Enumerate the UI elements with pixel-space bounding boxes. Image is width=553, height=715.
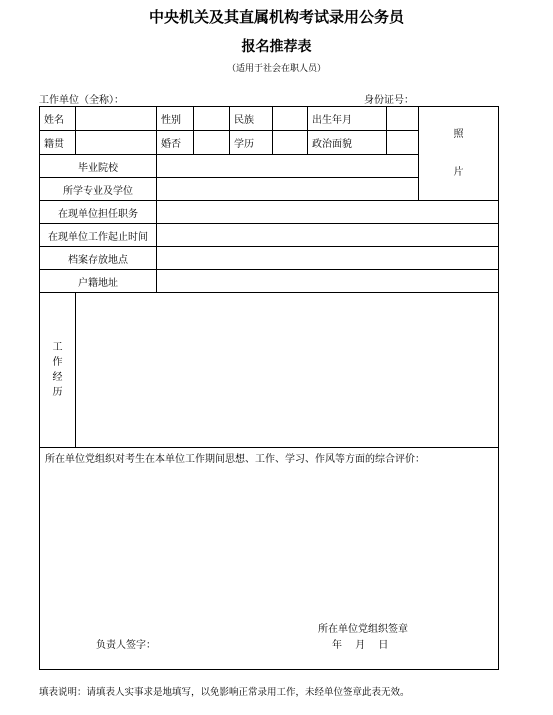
household-address-label: 户籍地址 [40,270,157,293]
employer-label: 工作单位（全称）： [39,95,124,106]
name-field[interactable] [76,107,157,131]
seal-date: 年 月 日 [332,640,389,651]
current-position-label: 在现单位担任职务 [40,201,157,224]
table-row [40,247,499,270]
table-row [40,448,499,670]
work-period-label: 在现单位工作起止时间 [40,224,157,247]
education-field[interactable] [273,131,308,155]
gender-field[interactable] [194,107,230,131]
ethnicity-field[interactable] [273,107,308,131]
name-label: 姓名 [40,107,76,131]
archive-location-label: 档案存放地点 [40,247,157,270]
major-degree-label: 所学专业及学位 [40,178,157,201]
registration-form-table [39,106,499,670]
marital-label: 婚否 [157,131,194,155]
ethnicity-label: 民族 [230,107,273,131]
party-evaluation-section[interactable] [40,448,499,670]
photo-box[interactable] [419,107,499,201]
gender-label: 性别 [157,107,194,131]
form-subtitle-main: 报名推荐表 [241,39,312,55]
form-applicability-note: （适用于社会在职人员） [226,64,326,74]
education-label: 学历 [230,131,273,155]
table-row [40,224,499,247]
id-number-label: 身份证号： [364,95,414,106]
table-row [40,107,499,131]
table-row [40,201,499,224]
political-status-label: 政治面貌 [308,131,387,155]
birth-label: 出生年月 [308,107,387,131]
household-address-field[interactable] [157,270,499,293]
school-label: 毕业院校 [40,155,157,178]
native-place-label: 籍贯 [40,131,76,155]
leader-signature-label: 负责人签字： [96,640,156,651]
school-field[interactable] [157,155,419,178]
political-status-field[interactable] [387,131,419,155]
marital-field[interactable] [194,131,230,155]
party-seal-label: 所在单位党组织签章 [318,624,408,635]
table-row [40,270,499,293]
major-degree-field[interactable] [157,178,419,201]
photo-char-2: 片 [453,166,464,178]
current-position-field[interactable] [157,201,499,224]
native-place-field[interactable] [76,131,157,155]
work-experience-label: 工 作 经 历 [40,293,76,448]
work-experience-field[interactable] [76,293,499,448]
filling-instructions: 填表说明：请填表人实事求是地填写，以免影响正常录用工作，未经单位签章此表无效。 [39,687,410,698]
table-row [40,293,499,448]
archive-location-field[interactable] [157,247,499,270]
birth-field[interactable] [387,107,419,131]
form-title: 中央机关及其直属机构考试录用公务员 [148,8,404,26]
photo-char-1: 照 [453,128,464,140]
evaluation-prompt: 所在单位党组织对考生在本单位工作期间思想、工作、学习、作风等方面的综合评价： [45,454,425,465]
work-period-field[interactable] [157,224,499,247]
